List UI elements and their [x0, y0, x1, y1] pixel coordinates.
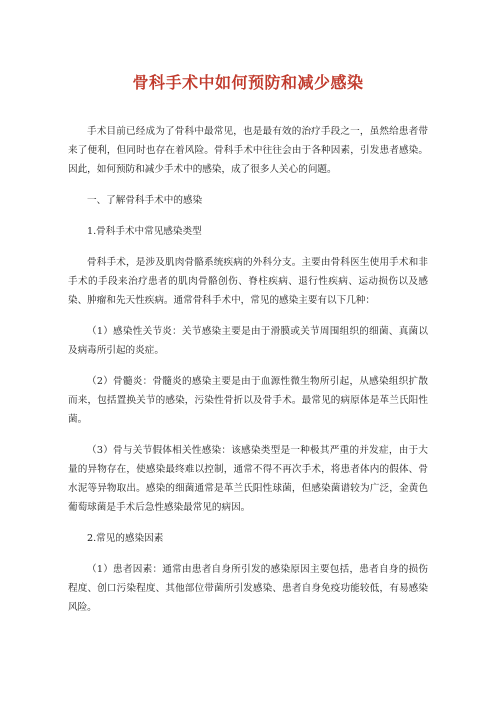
list-item-patient-factors: （1）患者因素：通常由患者自身所引发的感染原因主要包括，患者自身的损伤程度、创口污染程度、其他部位带菌所引发感染、患者自身免疫功能较低，有易感染风险。: [68, 564, 428, 613]
document-title: 骨科手术中如何预防和减少感染: [132, 73, 364, 92]
list-item-infectious-arthritis: （1）感染性关节炎：关节感染主要是由于滑膜或关节周围组织的细菌、真菌以及病毒所引起的炎症。: [68, 326, 428, 356]
subsection-heading-infection-types: 1.骨科手术中常见感染类型: [87, 226, 202, 237]
subsection-heading-infection-factors: 2.常见的感染因素: [87, 533, 164, 544]
infection-types-paragraph: 骨科手术，是涉及肌肉骨骼系统疾病的外科分支。主要由骨科医生使用手术和非手术的手段来治疗患者的肌肉骨骼创伤、脊柱疾病、退行性疾病、运动损伤以及感染、肿瘤和先天性疾病。通常骨科手术中，常见的感染主要有以下几种：: [68, 257, 428, 306]
list-item-prosthesis-infection: （3）骨与关节假体相关性感染：该感染类型是一种极其严重的并发症，由于大量的异物存在，使感染最终难以控制，通常不得不再次手术，将患者体内的假体、骨水泥等异物取出。感染的细菌通常是革兰氏阳性球菌，但感染菌谱较为广泛，金黄色葡萄球菌是手术后急性感染最常见的病因。: [68, 445, 428, 513]
section-heading: 一、了解骨科手术中的感染: [87, 195, 203, 206]
intro-paragraph: 手术目前已经成为了骨科中最常见，也是最有效的治疗手段之一，虽然给患者带来了便利，但同时也存在着风险。骨科手术中往往会由于各种因素，引发患者感染。因此，如何预防和减少手术中的感染，成了很多人关心的问题。: [68, 126, 428, 175]
list-item-osteomyelitis: （2）骨髓炎：骨髓炎的感染主要是由于血源性微生物所引起，从感染组织扩散而来，包括置换关节的感染，污染性骨折以及骨手术。最常见的病原体是革兰氏阳性菌。: [68, 376, 428, 425]
